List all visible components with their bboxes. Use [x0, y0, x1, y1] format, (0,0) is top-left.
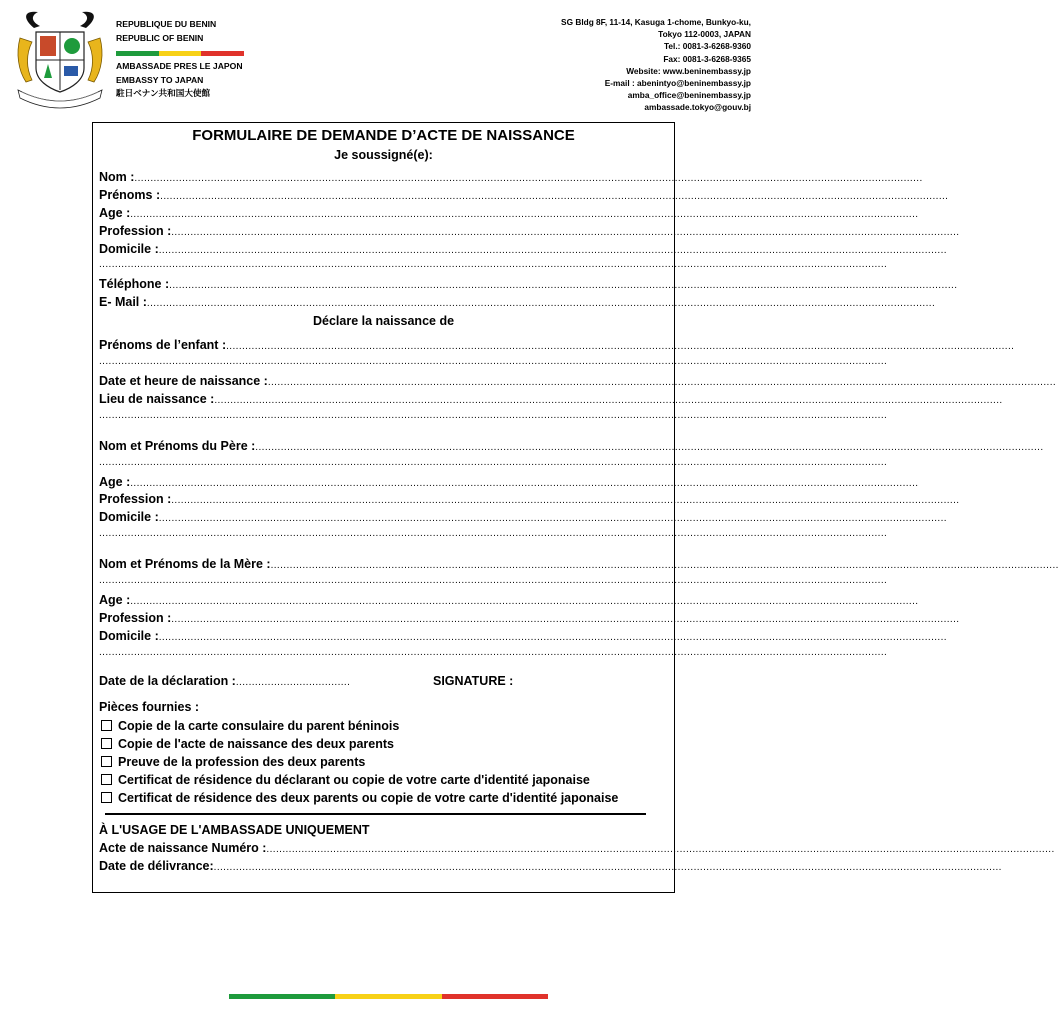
mother-name-line-2[interactable]: ........................................................................................................................................................................................................................................................	[99, 575, 888, 586]
declare-birth-label: Déclare la naissance de	[312, 314, 455, 328]
mother-profession-field[interactable]: Profession : ........................................................................................................................................................................................................................................................	[99, 611, 960, 625]
certificate-number-field[interactable]: Acte de naissance Numéro : ........................................................................................................................................................................................................................................................	[99, 841, 1055, 855]
embassy-name-en: EMBASSY TO JAPAN	[116, 74, 204, 85]
delivery-date-field[interactable]: Date de délivrance: ........................................................................................................................................................................................................................................................	[99, 859, 1002, 873]
embassy-name-fr: AMBASSADE PRES LE JAPON	[116, 61, 243, 71]
embassy-use-label: À L'USAGE DE L'AMBASSADE UNIQUEMENT	[99, 823, 370, 837]
father-age-field[interactable]: Age : ........................................................................................................................................................................................................................................................	[99, 475, 919, 489]
document-checkbox-declarant-residence[interactable]: Certificat de résidence du déclarant ou copie de votre carte d'identité japonaise	[101, 771, 590, 788]
contact-tel: Tel.: 0081-3-6268-9360	[663, 41, 751, 52]
contact-email-2: amba_office@beninembassy.jp	[627, 90, 751, 101]
footer-flag-stripe	[229, 994, 548, 999]
birth-certificate-form	[92, 122, 1059, 893]
contact-website: Website: www.beninembassy.jp	[626, 65, 751, 76]
father-name-line-2[interactable]: ........................................................................................................................................................................................................................................................	[99, 457, 888, 468]
declarant-domicile-line-2[interactable]: ........................................................................................................................................................................................................................................................	[99, 259, 888, 270]
child-prenoms-line-2[interactable]: ........................................................................................................................................................................................................................................................	[99, 356, 888, 367]
embassy-name-ja: 駐日ベナン共和国大使館	[116, 88, 211, 98]
mother-age-field[interactable]: Age : ........................................................................................................................................................................................................................................................	[99, 593, 919, 607]
country-header	[116, 18, 244, 101]
father-domicile-line-2[interactable]: ........................................................................................................................................................................................................................................................	[99, 528, 888, 539]
country-name-fr: REPUBLIQUE DU BENIN	[116, 19, 217, 29]
contact-email-3: ambassade.tokyo@gouv.bj	[644, 102, 751, 113]
benin-coat-of-arms	[14, 8, 106, 108]
contact-block	[561, 16, 751, 114]
mother-domicile-line-2[interactable]: ........................................................................................................................................................................................................................................................	[99, 647, 888, 658]
child-prenoms-field[interactable]: Prénoms de l’enfant : ........................................................................................................................................................................................................................................................	[99, 338, 1015, 352]
signature-label: SIGNATURE :	[433, 674, 514, 688]
form-subtitle: Je soussigné(e):	[334, 148, 433, 162]
checkbox-icon[interactable]	[101, 756, 112, 767]
declarant-age-field[interactable]: Age : ........................................................................................................................................................................................................................................................	[99, 206, 919, 220]
country-name-en: REPUBLIC OF BENIN	[116, 32, 204, 43]
declarant-prenoms-field[interactable]: Prénoms : ........................................................................................................................................................................................................................................................	[99, 188, 949, 202]
form-title: FORMULAIRE DE DEMANDE D’ACTE DE NAISSANCE	[192, 127, 575, 144]
declarant-profession-field[interactable]: Profession : ........................................................................................................................................................................................................................................................	[99, 224, 960, 238]
declarant-email-field[interactable]: E- Mail : ........................................................................................................................................................................................................................................................	[99, 295, 936, 309]
contact-address-2: Tokyo 112-0003, JAPAN	[658, 29, 751, 40]
contact-email-1: E-mail : abenintyo@beninembassy.jp	[604, 78, 751, 89]
declarant-domicile-field[interactable]: Domicile : ........................................................................................................................................................................................................................................................	[99, 242, 947, 256]
contact-fax: Fax: 0081-3-6268-9365	[663, 53, 751, 64]
birth-place-field[interactable]: Lieu de naissance : ........................................................................................................................................................................................................................................................	[99, 392, 1003, 406]
document-checkbox-profession-proof[interactable]: Preuve de la profession des deux parents	[101, 753, 365, 770]
declaration-date-field[interactable]: Date de la déclaration : ....................................	[99, 674, 351, 688]
declarant-nom-field[interactable]: Nom : ........................................................................................................................................................................................................................................................	[99, 170, 923, 184]
contact-address-1: SG Bldg 8F, 11-14, Kasuga 1-chome, Bunkyo-ku,	[561, 17, 751, 27]
father-profession-field[interactable]: Profession : ........................................................................................................................................................................................................................................................	[99, 492, 960, 506]
document-checkbox-parents-birth-cert[interactable]: Copie de l'acte de naissance des deux parents	[101, 735, 394, 752]
section-divider	[105, 813, 646, 815]
documents-label: Pièces fournies :	[99, 700, 200, 714]
checkbox-icon[interactable]	[101, 738, 112, 749]
document-checkbox-consular-card[interactable]: Copie de la carte consulaire du parent béninois	[101, 717, 399, 734]
benin-flag-stripe	[116, 51, 244, 56]
checkbox-icon[interactable]	[101, 792, 112, 803]
checkbox-icon[interactable]	[101, 720, 112, 731]
document-checkbox-parents-residence[interactable]: Certificat de résidence des deux parents ou copie de votre carte d'identité japonaise	[101, 789, 618, 806]
checkbox-icon[interactable]	[101, 774, 112, 785]
declarant-telephone-field[interactable]: Téléphone : ........................................................................................................................................................................................................................................................	[99, 277, 958, 291]
mother-domicile-field[interactable]: Domicile : ........................................................................................................................................................................................................................................................	[99, 629, 947, 643]
father-name-field[interactable]: Nom et Prénoms du Père : ........................................................................................................................................................................................................................................................	[99, 439, 1044, 453]
mother-name-field[interactable]: Nom et Prénoms de la Mère : ........................................................................................................................................................................................................................................................	[99, 557, 1059, 571]
birth-place-line-2[interactable]: ........................................................................................................................................................................................................................................................	[99, 410, 888, 421]
birth-datetime-field[interactable]: Date et heure de naissance : ........................................................................................................................................................................................................................................................	[99, 374, 1057, 388]
father-domicile-field[interactable]: Domicile : ........................................................................................................................................................................................................................................................	[99, 510, 947, 524]
